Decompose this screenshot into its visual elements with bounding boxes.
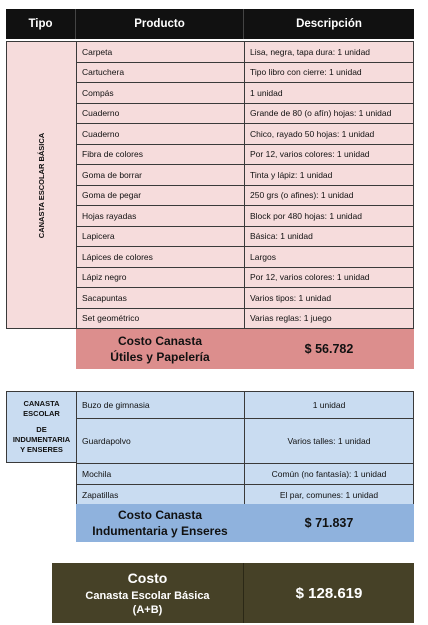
header-tipo-label: Tipo [28,18,53,30]
section-a-total-label-line1: Costo Canasta [117,334,203,348]
section-a-description-cell: Block por 480 hojas: 1 unidad [244,205,414,227]
section-a-total-label [76,329,244,369]
section-b-tipo-line2: ESCOLAR [23,409,60,418]
section-a-product-cell: Hojas rayadas [76,205,245,227]
section-b-tipo-line5: Y ENSERES [20,445,63,454]
grand-total-value-text: $ 128.619 [295,584,363,602]
section-a-product-cell: Lapicera [76,226,245,248]
section-a-tipo-label: CANASTA ESCOLAR BÁSICA [37,132,47,238]
section-a-description-cell: Básica: 1 unidad [244,226,414,248]
section-a-description-cell: 1 unidad [244,82,414,104]
section-a-description-cell: Varios tipos: 1 unidad [244,287,414,309]
section-b-tipo [6,391,77,463]
section-a-tipo [6,41,77,329]
section-a-description-cell: Por 12, varios colores: 1 unidad [244,267,414,289]
grand-total-label [52,563,244,623]
section-b-product-cell: Zapatillas [76,484,245,505]
section-b-total-label-line2: Indumentaria y Enseres [92,524,228,538]
header-descripcion-label: Descripción [296,18,362,30]
section-a-total-value-text: $ 56.782 [304,342,354,356]
section-b-product-cell: Mochila [76,463,245,485]
section-a-product-cell: Cuaderno [76,123,245,145]
header-tipo [6,9,76,39]
grand-total-label-line1: Costo [127,569,168,586]
section-a-product-cell: Goma de borrar [76,164,245,186]
section-b-product-cell: Buzo de gimnasia [76,391,245,419]
section-b-tipo-line4: INDUMENTARIA [12,435,71,444]
section-a-product-cell: Set geométrico [76,308,245,330]
grand-total-label-line2: Canasta Escolar Básica [85,589,210,602]
section-a-description-cell: Varias reglas: 1 juego [244,308,414,330]
section-a-total-label-line2: Útiles y Papelería [110,350,210,364]
grand-total-value [244,563,414,623]
section-a-product-cell: Goma de pegar [76,185,245,207]
section-b-description-cell: Común (no fantasía): 1 unidad [244,463,414,485]
header-producto [76,9,244,39]
section-a-description-cell: Tinta y lápiz: 1 unidad [244,164,414,186]
section-a-product-cell: Lápiz negro [76,267,245,289]
section-a-description-cell: Largos [244,246,414,268]
section-a-product-cell: Compás [76,82,245,104]
section-a-description-cell: Chico, rayado 50 hojas: 1 unidad [244,123,414,145]
section-b-description-cell: Varios talles: 1 unidad [244,418,414,464]
section-b-total-label-line1: Costo Canasta [117,508,203,522]
section-b-tipo-line1: CANASTA [23,399,60,408]
section-a-product-cell: Cartuchera [76,62,245,84]
section-a-description-cell: Por 12, varios colores: 1 unidad [244,144,414,166]
section-b-description-cell: El par, comunes: 1 unidad [244,484,414,505]
grand-total-label-line3: (A+B) [132,603,163,616]
header-producto-label: Producto [134,18,185,30]
section-a-description-cell: Tipo libro con cierre: 1 unidad [244,62,414,84]
section-a-description-cell: Lisa, negra, tapa dura: 1 unidad [244,41,414,63]
header-descripcion [244,9,414,39]
section-b-total-value-text: $ 71.837 [304,516,354,530]
section-b-total-value [244,504,414,542]
section-a-description-cell: 250 grs (o afines): 1 unidad [244,185,414,207]
section-a-product-cell: Cuaderno [76,103,245,125]
section-a-product-cell: Fibra de colores [76,144,245,166]
section-b-product-cell: Guardapolvo [76,418,245,464]
section-b-description-cell: 1 unidad [244,391,414,419]
section-a-product-cell: Lápices de colores [76,246,245,268]
section-a-product-cell: Carpeta [76,41,245,63]
section-b-tipo-line3: DE [36,425,47,434]
section-a-total-value [244,329,414,369]
section-a-description-cell: Grande de 80 (o afín) hojas: 1 unidad [244,103,414,125]
section-a-product-cell: Sacapuntas [76,287,245,309]
section-b-total-label [76,504,244,542]
